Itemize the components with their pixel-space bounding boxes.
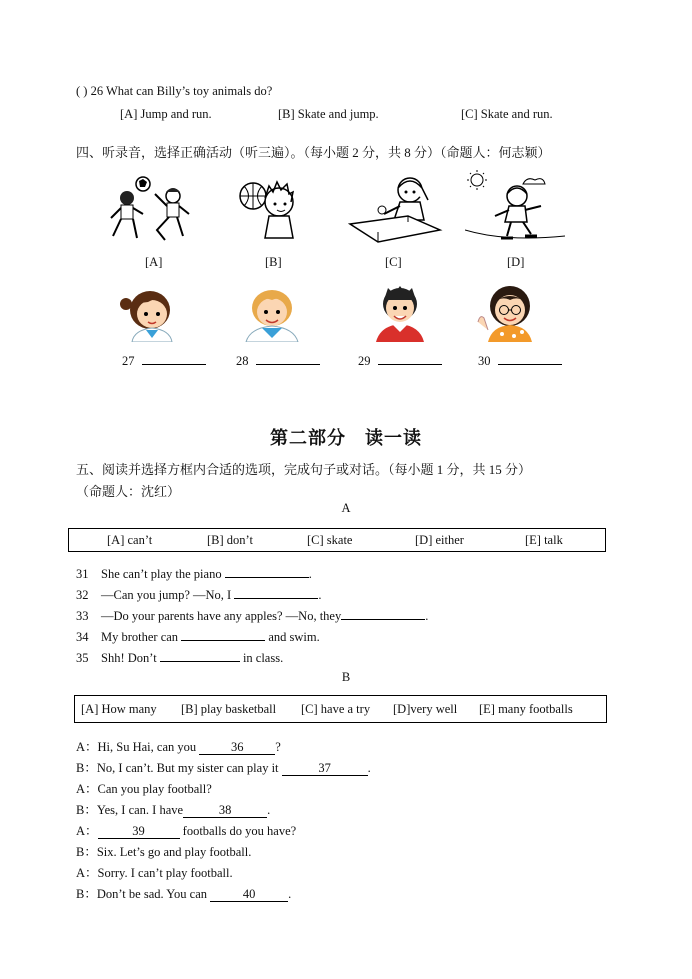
girl-portrait: [118, 282, 186, 342]
question-33: 33 —Do your parents have any apples? —No, they .: [76, 609, 429, 623]
picture-label-c: [C]: [385, 255, 402, 269]
answer-blank-27[interactable]: [142, 352, 206, 365]
option-a: [A] How many: [81, 702, 157, 716]
part5-author: （命题人：沈红）: [76, 484, 181, 499]
kids-playing-football-picture: [105, 174, 205, 246]
dialogue-line: A：Sorry. I can’t play football.: [76, 866, 233, 880]
group-a-label: A: [341, 501, 351, 515]
cloud-icon: [523, 179, 545, 184]
question-number: 30: [478, 354, 491, 368]
group-b-option-box: [74, 695, 607, 723]
group-b-label: B: [341, 670, 351, 684]
dialogue-line-40: B：Don’t be sad. You can 40 .: [76, 887, 292, 901]
option-a: [A] can’t: [107, 533, 153, 547]
dialogue-line: B：Six. Let’s go and play football.: [76, 845, 252, 859]
dialogue-line: A：Can you play football?: [76, 782, 212, 796]
option-e: [E] many footballs: [479, 702, 573, 716]
option-e: [E] talk: [525, 533, 563, 547]
answer-blank-38[interactable]: 38: [183, 803, 267, 818]
answer-blank-34[interactable]: [181, 628, 265, 641]
answer-row-30: [478, 352, 562, 369]
question-34: 34 My brother can and swim.: [76, 630, 320, 644]
answer-blank-33[interactable]: [341, 607, 425, 620]
part4-heading: 四、听录音，选择正确活动（听三遍）。（每小题 2 分，共 8 分）（命题人：何志颖）: [76, 145, 551, 160]
option-b: [B] don’t: [207, 533, 253, 547]
option-c: [C] skate: [307, 533, 353, 547]
answer-blank-37[interactable]: 37: [282, 761, 368, 776]
sun-icon: [471, 174, 483, 186]
question-32: 32 —Can you jump? —No, I .: [76, 588, 322, 602]
answer-row-27: [122, 352, 206, 369]
q26-line: [76, 84, 272, 99]
answer-blank-30[interactable]: [498, 352, 562, 365]
answer-paren[interactable]: ( ): [76, 84, 88, 98]
question-number: 27: [122, 354, 135, 368]
dialogue-line-38: B：Yes, I can. I have 38 .: [76, 803, 271, 817]
option-c: [C] have a try: [301, 702, 371, 716]
option-d: [D]very well: [393, 702, 458, 716]
answer-blank-29[interactable]: [378, 352, 442, 365]
picture-label-d: [D]: [507, 255, 525, 269]
boy-red-shirt-portrait: [370, 280, 432, 342]
kid-roller-skating-picture: [465, 170, 565, 248]
answer-blank-36[interactable]: 36: [199, 740, 275, 755]
q26-option-b: [B] Skate and jump.: [278, 107, 379, 121]
answer-blank-31[interactable]: [225, 565, 309, 578]
dialogue-line-37: B：No, I can’t. But my sister can play it 37 .: [76, 761, 371, 775]
question-number: 29: [358, 354, 371, 368]
answer-blank-28[interactable]: [256, 352, 320, 365]
section-title: 第二部分 读一读: [270, 428, 422, 449]
answer-blank-40[interactable]: 40: [210, 887, 288, 902]
answer-blank-35[interactable]: [160, 649, 240, 662]
girl-playing-table-tennis-picture: [348, 172, 443, 244]
kid-playing-basketball-picture: [235, 176, 305, 246]
boy-head-icon: [120, 191, 134, 205]
question-31: 31 She can’t play the piano .: [76, 567, 312, 581]
q26-text: 26 What can Billy’s toy animals do?: [90, 84, 273, 98]
answer-blank-39[interactable]: 39: [98, 824, 180, 839]
question-number: 28: [236, 354, 249, 368]
answer-blank-32[interactable]: [234, 586, 318, 599]
girl-glasses-portrait: [474, 280, 544, 342]
part5-heading: 五、阅读并选择方框内合适的选项，完成句子或对话。（每小题 1 分，共 15 分）: [76, 462, 532, 477]
paddle-icon: [378, 206, 386, 214]
answer-row-28: [236, 352, 320, 369]
dialogue-line-39: A： 39 footballs do you have?: [76, 824, 297, 838]
picture-label-a: [A]: [145, 255, 163, 269]
answer-row-29: [358, 352, 442, 369]
option-d: [D] either: [415, 533, 464, 547]
option-b: [B] play basketball: [181, 702, 277, 716]
question-35: 35 Shh! Don’t in class.: [76, 651, 284, 665]
dialogue-line-36: A：Hi, Su Hai, can you 36 ?: [76, 740, 281, 754]
picture-label-b: [B]: [265, 255, 282, 269]
q26-option-c: [C] Skate and run.: [461, 107, 553, 121]
ping-pong-table-icon: [350, 216, 440, 242]
blond-boy-portrait: [238, 282, 306, 342]
q26-option-a: [A] Jump and run.: [120, 107, 212, 121]
group-a-option-box: [68, 528, 606, 552]
